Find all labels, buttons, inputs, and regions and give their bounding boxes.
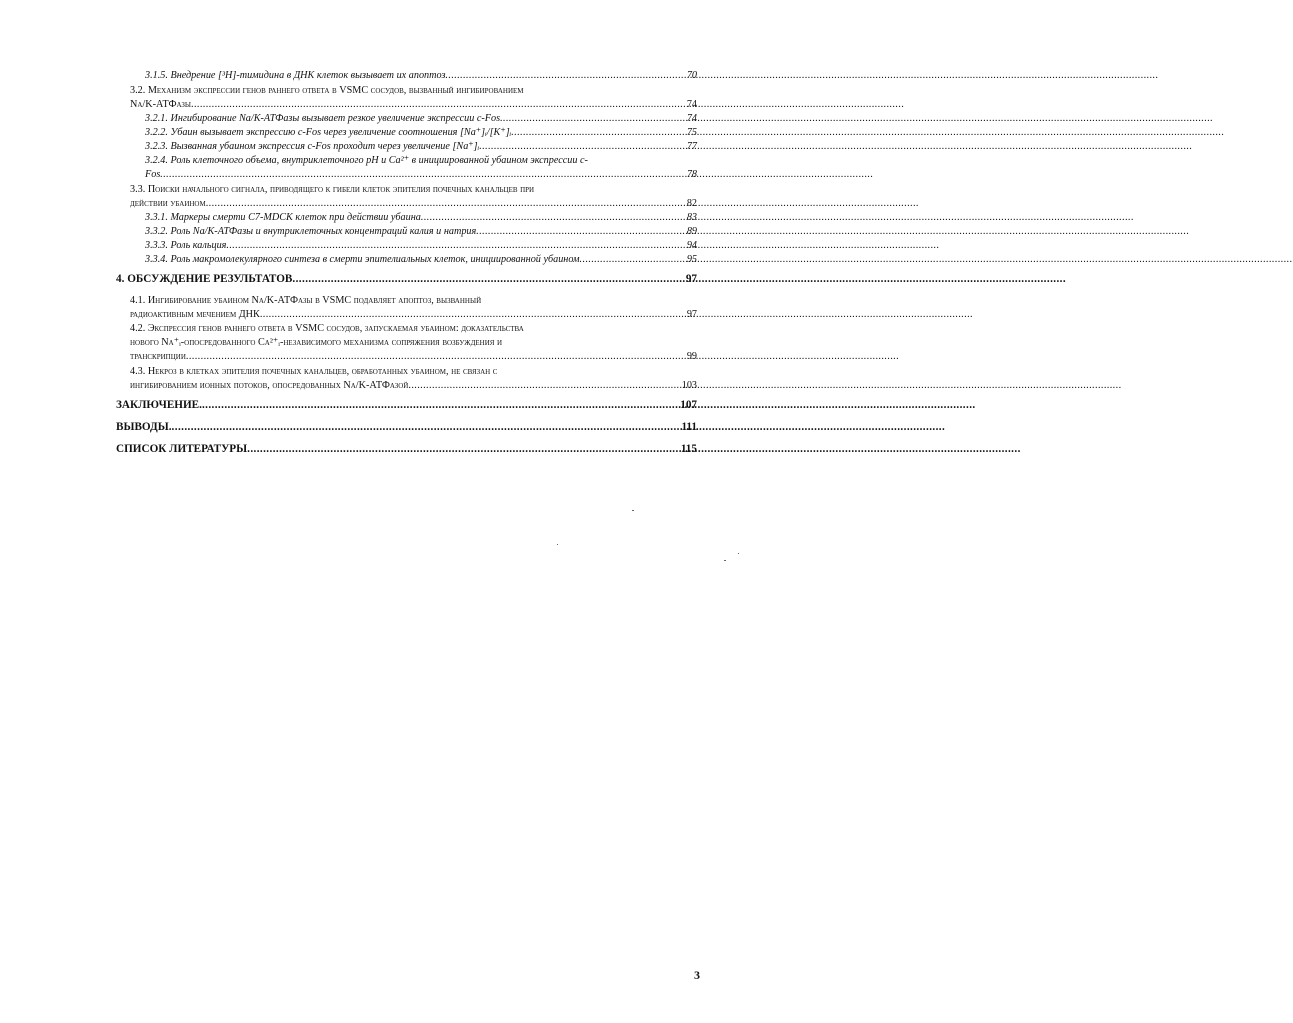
scan-speck [557, 544, 558, 545]
toc-entry-3-2 [130, 98, 697, 111]
toc-entry-title: 3.2.1. Ингибирование Na/K-АТФазы вызывает резкое увеличение экспрессии c-Fos [145, 113, 501, 124]
toc-entry-title: действии убаином [130, 198, 206, 209]
toc-entry-conclusion [116, 399, 697, 412]
toc-entry-title: 3.2.3. Вызванная убаином экспрессия c-Fos проходит через увеличение [Na⁺]ᵢ [145, 141, 480, 152]
leader-dots [421, 211, 687, 224]
toc-entry-title: 3.3.1. Маркеры смерти C7-MDCK клеток при действии убаина [145, 212, 421, 223]
page-number: 3 [694, 968, 700, 982]
toc-entry-title: транскрипции [130, 351, 186, 362]
toc-entry-3-2-3 [145, 140, 697, 153]
toc-entry-4-3-line1: 4.3. Некроз в клетках эпителия почечных канальцев, обработанных убаином, не связан с [130, 366, 498, 377]
toc-entry-title: 3.3.2. Роль Na/K-АТФазы и внутриклеточных концентраций калия и натрия [145, 226, 477, 237]
toc-entry-3-2-4-line1: 3.2.4. Роль клеточного объема, внутриклеточного pH и Ca²⁺ в инициированной убаином экспрессии c- [145, 155, 588, 166]
toc-entry-title: 3.3.3. Роль кальция [145, 240, 227, 251]
toc-entry-3-1-5 [145, 69, 697, 82]
toc-entry-3-2-2 [145, 126, 697, 139]
toc-entry-title: СПИСОК ЛИТЕРАТУРЫ [116, 443, 248, 455]
toc-page-number: 97 [685, 273, 697, 285]
leader-dots [206, 197, 687, 210]
toc-entry-4-1 [130, 308, 697, 321]
toc-page-number: 78 [686, 169, 697, 180]
leader-dots [408, 379, 681, 392]
toc-page-number: 97 [686, 309, 697, 320]
toc-page-number: 82 [686, 198, 697, 209]
toc-entry-findings [116, 421, 697, 434]
toc-entry-4 [116, 273, 697, 286]
leader-dots [247, 443, 681, 456]
toc-page-number: 95 [686, 254, 697, 265]
toc-entry-title: Na/K-АТФазы [130, 99, 191, 110]
leader-dots [580, 253, 687, 266]
leader-dots [191, 98, 687, 111]
toc-entry-3-2-4 [145, 168, 697, 181]
toc-entry-3-3-3 [145, 239, 697, 252]
leader-dots [476, 225, 687, 238]
toc-page-number: 77 [686, 141, 697, 152]
toc-entry-references [116, 443, 697, 456]
toc-page-number: 75 [686, 127, 697, 138]
leader-dots [511, 126, 687, 139]
toc-entry-title: ВЫВОДЫ. [116, 421, 172, 433]
toc-entry-3-3-1 [145, 211, 697, 224]
toc-page-number: 74 [686, 99, 697, 110]
toc-entry-title: радиоактивным мечением ДНК [130, 309, 260, 320]
leader-dots [445, 69, 686, 82]
toc-entry-4-3 [130, 379, 697, 392]
scan-speck [738, 553, 739, 554]
toc-page-number: 99 [686, 351, 697, 362]
toc-page-number: 70 [686, 70, 697, 81]
toc-entry-3-3-4 [145, 253, 697, 266]
toc-page-number: 111 [681, 421, 697, 433]
toc-entry-title: ЗАКЛЮЧЕНИЕ. [116, 399, 202, 411]
toc-entry-3-3-line1: 3.3. Поиски начального сигнала, приводящего к гибели клеток эпителия почечных канальцев при [130, 184, 535, 195]
toc-entry-title: ингибированием ионных потоков, опосредованных Na/K-АТФазой [130, 380, 409, 391]
toc-entry-4-2 [130, 350, 697, 363]
toc-entry-4-2-line1: 4.2. Экспрессия генов раннего ответа в VSMC сосудов, запускаемая убаином: доказательства [130, 323, 524, 334]
leader-dots [172, 421, 682, 434]
scan-speck [632, 510, 634, 511]
toc-page-number: 107 [680, 399, 697, 411]
toc-entry-4-1-line1: 4.1. Ингибирование убаином Na/K-АТФазы в VSMC подавляет апоптоз, вызванный [130, 295, 482, 306]
toc-page-number: 103 [681, 380, 697, 391]
toc-entry-3-3-2 [145, 225, 697, 238]
toc-entry-3-2-1 [145, 112, 697, 125]
scan-speck [724, 560, 726, 561]
toc-entry-title: 4. ОБСУЖДЕНИЕ РЕЗУЛЬТАТОВ [116, 273, 293, 285]
leader-dots [479, 140, 687, 153]
toc-page-number: 89 [686, 226, 697, 237]
leader-dots [160, 168, 687, 181]
toc-entry-3-2-line1: 3.2. Механизм экспрессии генов раннего ответа в VSMC сосудов, вызванный ингибированием [130, 85, 524, 96]
toc-entry-title: 3.2.2. Убаин вызывает экспрессию c-Fos через увеличение соотношения [Na⁺]ᵢ/[K⁺]ᵢ [145, 127, 512, 138]
leader-dots [292, 273, 685, 286]
toc-entry-title: 3.1.5. Внедрение [³H]-тимидина в ДНК клеток вызывает их апоптоз [145, 70, 446, 81]
leader-dots [260, 308, 687, 321]
toc-page-number: 74 [686, 113, 697, 124]
toc-entry-4-2-line2: нового Na⁺ᵢ-опосредованного Ca²⁺ᵢ-независимого механизма сопряжения возбуждения и [130, 337, 503, 348]
leader-dots [186, 350, 687, 363]
toc-entry-title: 3.3.4. Роль макромолекулярного синтеза в смерти эпителиальных клеток, инициированной убаином [145, 254, 580, 265]
leader-dots [226, 239, 686, 252]
toc-page-number: 94 [686, 240, 697, 251]
leader-dots [500, 112, 687, 125]
toc-entry-title: Fos [145, 169, 161, 180]
leader-dots [202, 399, 680, 412]
toc-page-number: 83 [686, 212, 697, 223]
toc-page-number: 115 [680, 443, 697, 455]
toc-entry-3-3 [130, 197, 697, 210]
